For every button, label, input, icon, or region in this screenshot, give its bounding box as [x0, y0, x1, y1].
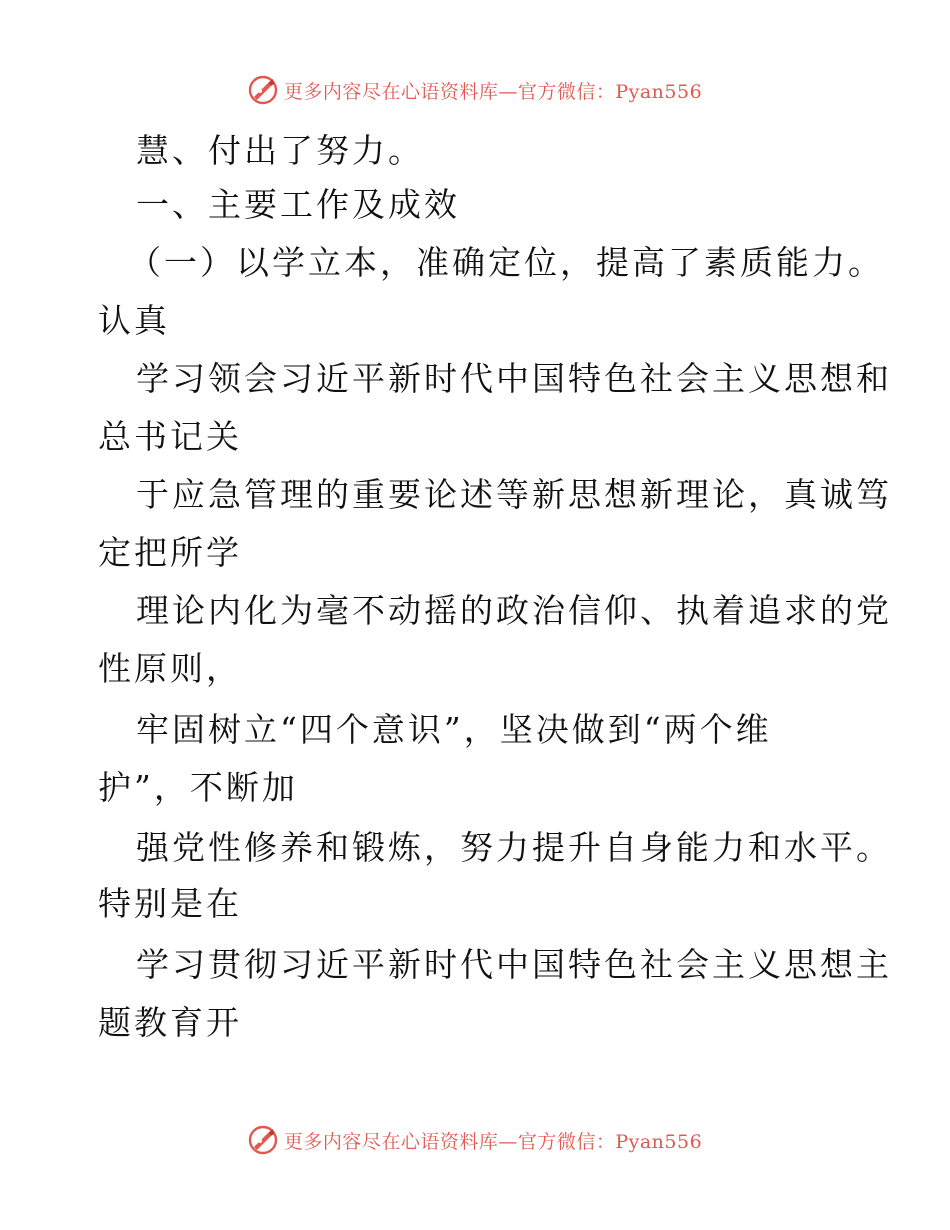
body-line: 特别是在	[98, 884, 242, 923]
body-line: 学习贯彻习近平新时代中国特色社会主义思想主	[136, 945, 892, 984]
body-line: 于应急管理的重要论述等新思想新理论，真诚笃	[136, 475, 892, 514]
body-line: 理论内化为毫不动摇的政治信仰、执着追求的党	[136, 591, 892, 630]
body-line: 牢固树立“四个意识”，坚决做到“两个维	[136, 710, 772, 749]
footer-banner	[0, 1120, 950, 1160]
section-heading: 一、主要工作及成效	[136, 185, 460, 224]
body-line: 护”，不断加	[98, 768, 298, 807]
body-line: 题教育开	[98, 1003, 242, 1042]
body-line: 认真	[98, 301, 170, 340]
header-banner-text: 更多内容尽在心语资料库—官方微信：Pyan556	[283, 80, 703, 103]
subsection-heading: （一）以学立本，准确定位，提高了素质能力。	[128, 243, 884, 282]
body-line: 学习领会习近平新时代中国特色社会主义思想和	[136, 359, 892, 398]
body-line: 性原则，	[98, 649, 242, 688]
body-line: 强党性修养和锻炼，努力提升自身能力和水平。	[136, 828, 892, 867]
footer-banner-text: 更多内容尽在心语资料库—官方微信：Pyan556	[283, 1130, 703, 1153]
body-line: 定把所学	[98, 533, 242, 572]
body-line: 慧、付出了努力。	[136, 131, 424, 170]
body-line: 总书记关	[98, 417, 242, 456]
quill-logo-icon	[248, 1125, 278, 1155]
